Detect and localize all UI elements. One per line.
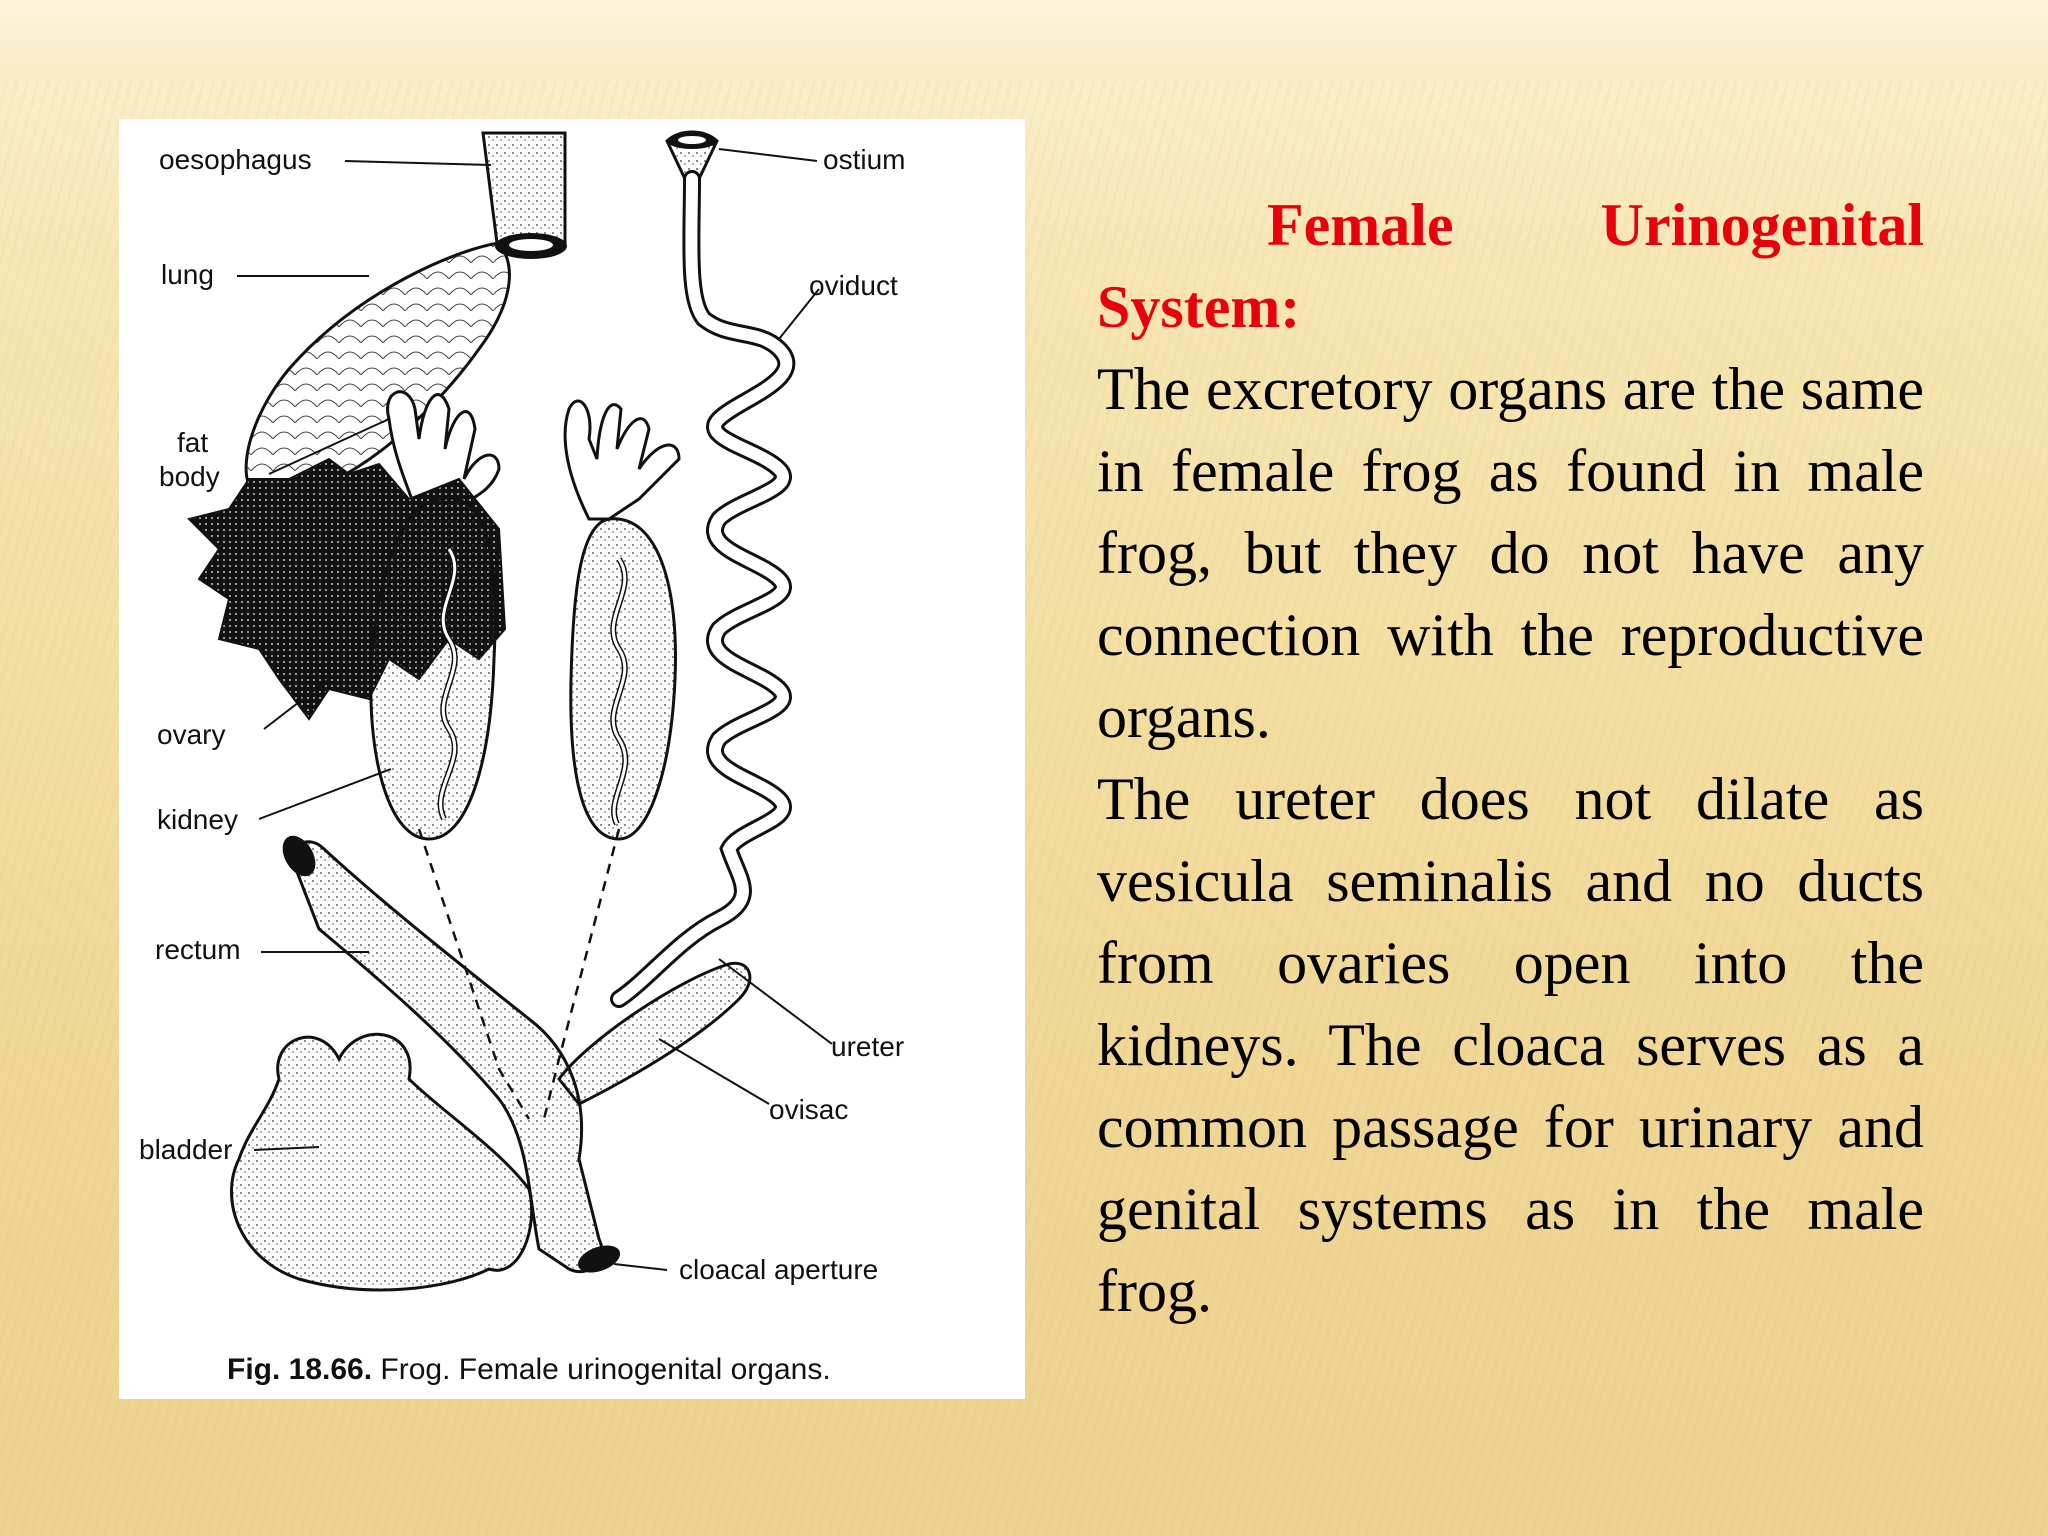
- label-oviduct: oviduct: [809, 270, 898, 301]
- label-ovisac: ovisac: [769, 1094, 849, 1125]
- label-ureter: ureter: [831, 1031, 905, 1062]
- top-band: [0, 0, 2048, 80]
- label-bladder: bladder: [139, 1134, 233, 1165]
- label-lung: lung: [161, 259, 214, 290]
- text-block: [1097, 184, 1924, 1332]
- label-oesophagus: oesophagus: [159, 144, 312, 175]
- label-fat-body-line2: body: [159, 461, 220, 492]
- figure-caption-text: Frog. Female urinogenital organs.: [372, 1353, 831, 1386]
- paragraph-ureter: The ureter does not dilate as vesicula seminalis and no ducts from ovaries open into the kidneys. The cloaca serves as a common passage for urinary and genital systems as in the male frog.: [1097, 766, 1924, 1324]
- label-rectum: rectum: [155, 934, 241, 965]
- slide-heading: Female Urinogenital System:: [1097, 192, 1924, 340]
- label-kidney: kidney: [157, 804, 238, 835]
- figure-caption: [227, 1353, 831, 1386]
- paragraph-excretory: The excretory organs are the same in female frog as found in male frog, but they do not have any connection with the reproductive organs.: [1097, 356, 1924, 750]
- figure-caption-number: Fig. 18.66.: [227, 1353, 373, 1386]
- figure-panel: [119, 119, 1025, 1399]
- label-cloacal-aperture: cloacal aperture: [679, 1254, 879, 1285]
- lung-shape: [246, 243, 509, 500]
- fat-body-right: [565, 401, 679, 519]
- label-fat-body-line1: fat: [177, 427, 209, 458]
- label-ostium: ostium: [823, 144, 906, 175]
- frog-urinogenital-diagram: [119, 119, 1025, 1399]
- oesophagus-shape: [483, 133, 567, 259]
- label-ovary: ovary: [157, 719, 226, 750]
- ovisac-shape: [559, 963, 750, 1104]
